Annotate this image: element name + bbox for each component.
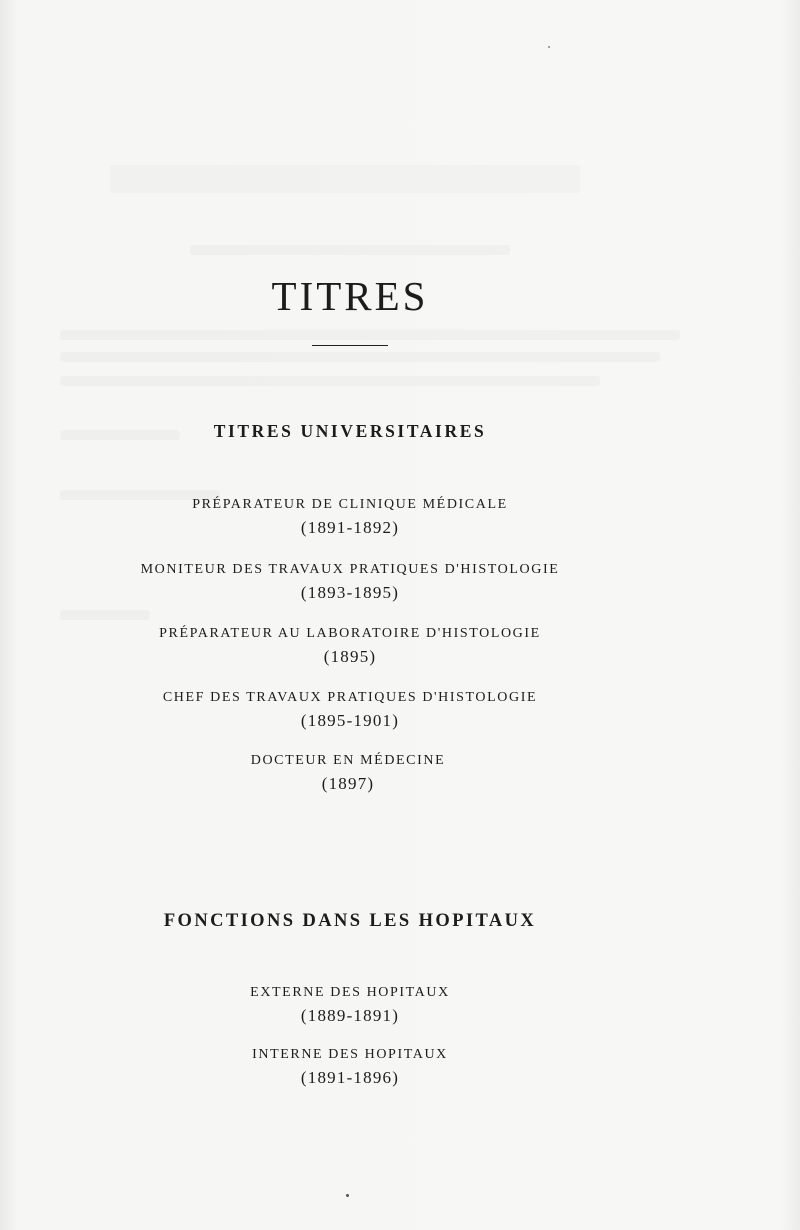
entry-preparateur-laboratoire — [0, 624, 700, 669]
entry-title: PRÉPARATEUR DE CLINIQUE MÉDICALE — [192, 497, 508, 512]
entry-interne-hopitaux — [0, 1045, 700, 1090]
entry-date: (1891-1896) — [300, 1068, 400, 1087]
entry-date: (1895-1901) — [300, 711, 400, 730]
print-speck — [346, 1194, 349, 1197]
entry-chef-travaux — [0, 688, 700, 733]
section-heading-fonctions-hopitaux: FONCTIONS DANS LES HOPITAUX — [163, 911, 537, 931]
entry-title: MONITEUR DES TRAVAUX PRATIQUES D'HISTOLOGIE — [140, 562, 560, 577]
entry-docteur-medecine — [0, 751, 698, 796]
print-speck — [548, 46, 550, 48]
entry-externe-hopitaux — [0, 983, 700, 1028]
entry-date: (1893-1895) — [300, 583, 400, 602]
entry-title: PRÉPARATEUR AU LABORATOIRE D'HISTOLOGIE — [159, 626, 541, 641]
section-heading-titres-universitaires: TITRES UNIVERSITAIRES — [213, 421, 487, 441]
entry-title: CHEF DES TRAVAUX PRATIQUES D'HISTOLOGIE — [162, 690, 538, 705]
page-title: TITRES — [271, 273, 429, 319]
entry-moniteur-histologie — [0, 560, 700, 605]
entry-date: (1895) — [323, 647, 377, 666]
entry-date: (1891-1892) — [300, 518, 400, 537]
entry-title: INTERNE DES HOPITAUX — [252, 1047, 448, 1062]
entry-date: (1889-1891) — [300, 1006, 400, 1025]
entry-date: (1897) — [321, 774, 375, 793]
entry-title: DOCTEUR EN MÉDECINE — [250, 753, 446, 768]
entry-title: EXTERNE DES HOPITAUX — [250, 985, 450, 1000]
entry-preparateur-clinique — [0, 495, 700, 540]
title-divider — [312, 345, 388, 346]
